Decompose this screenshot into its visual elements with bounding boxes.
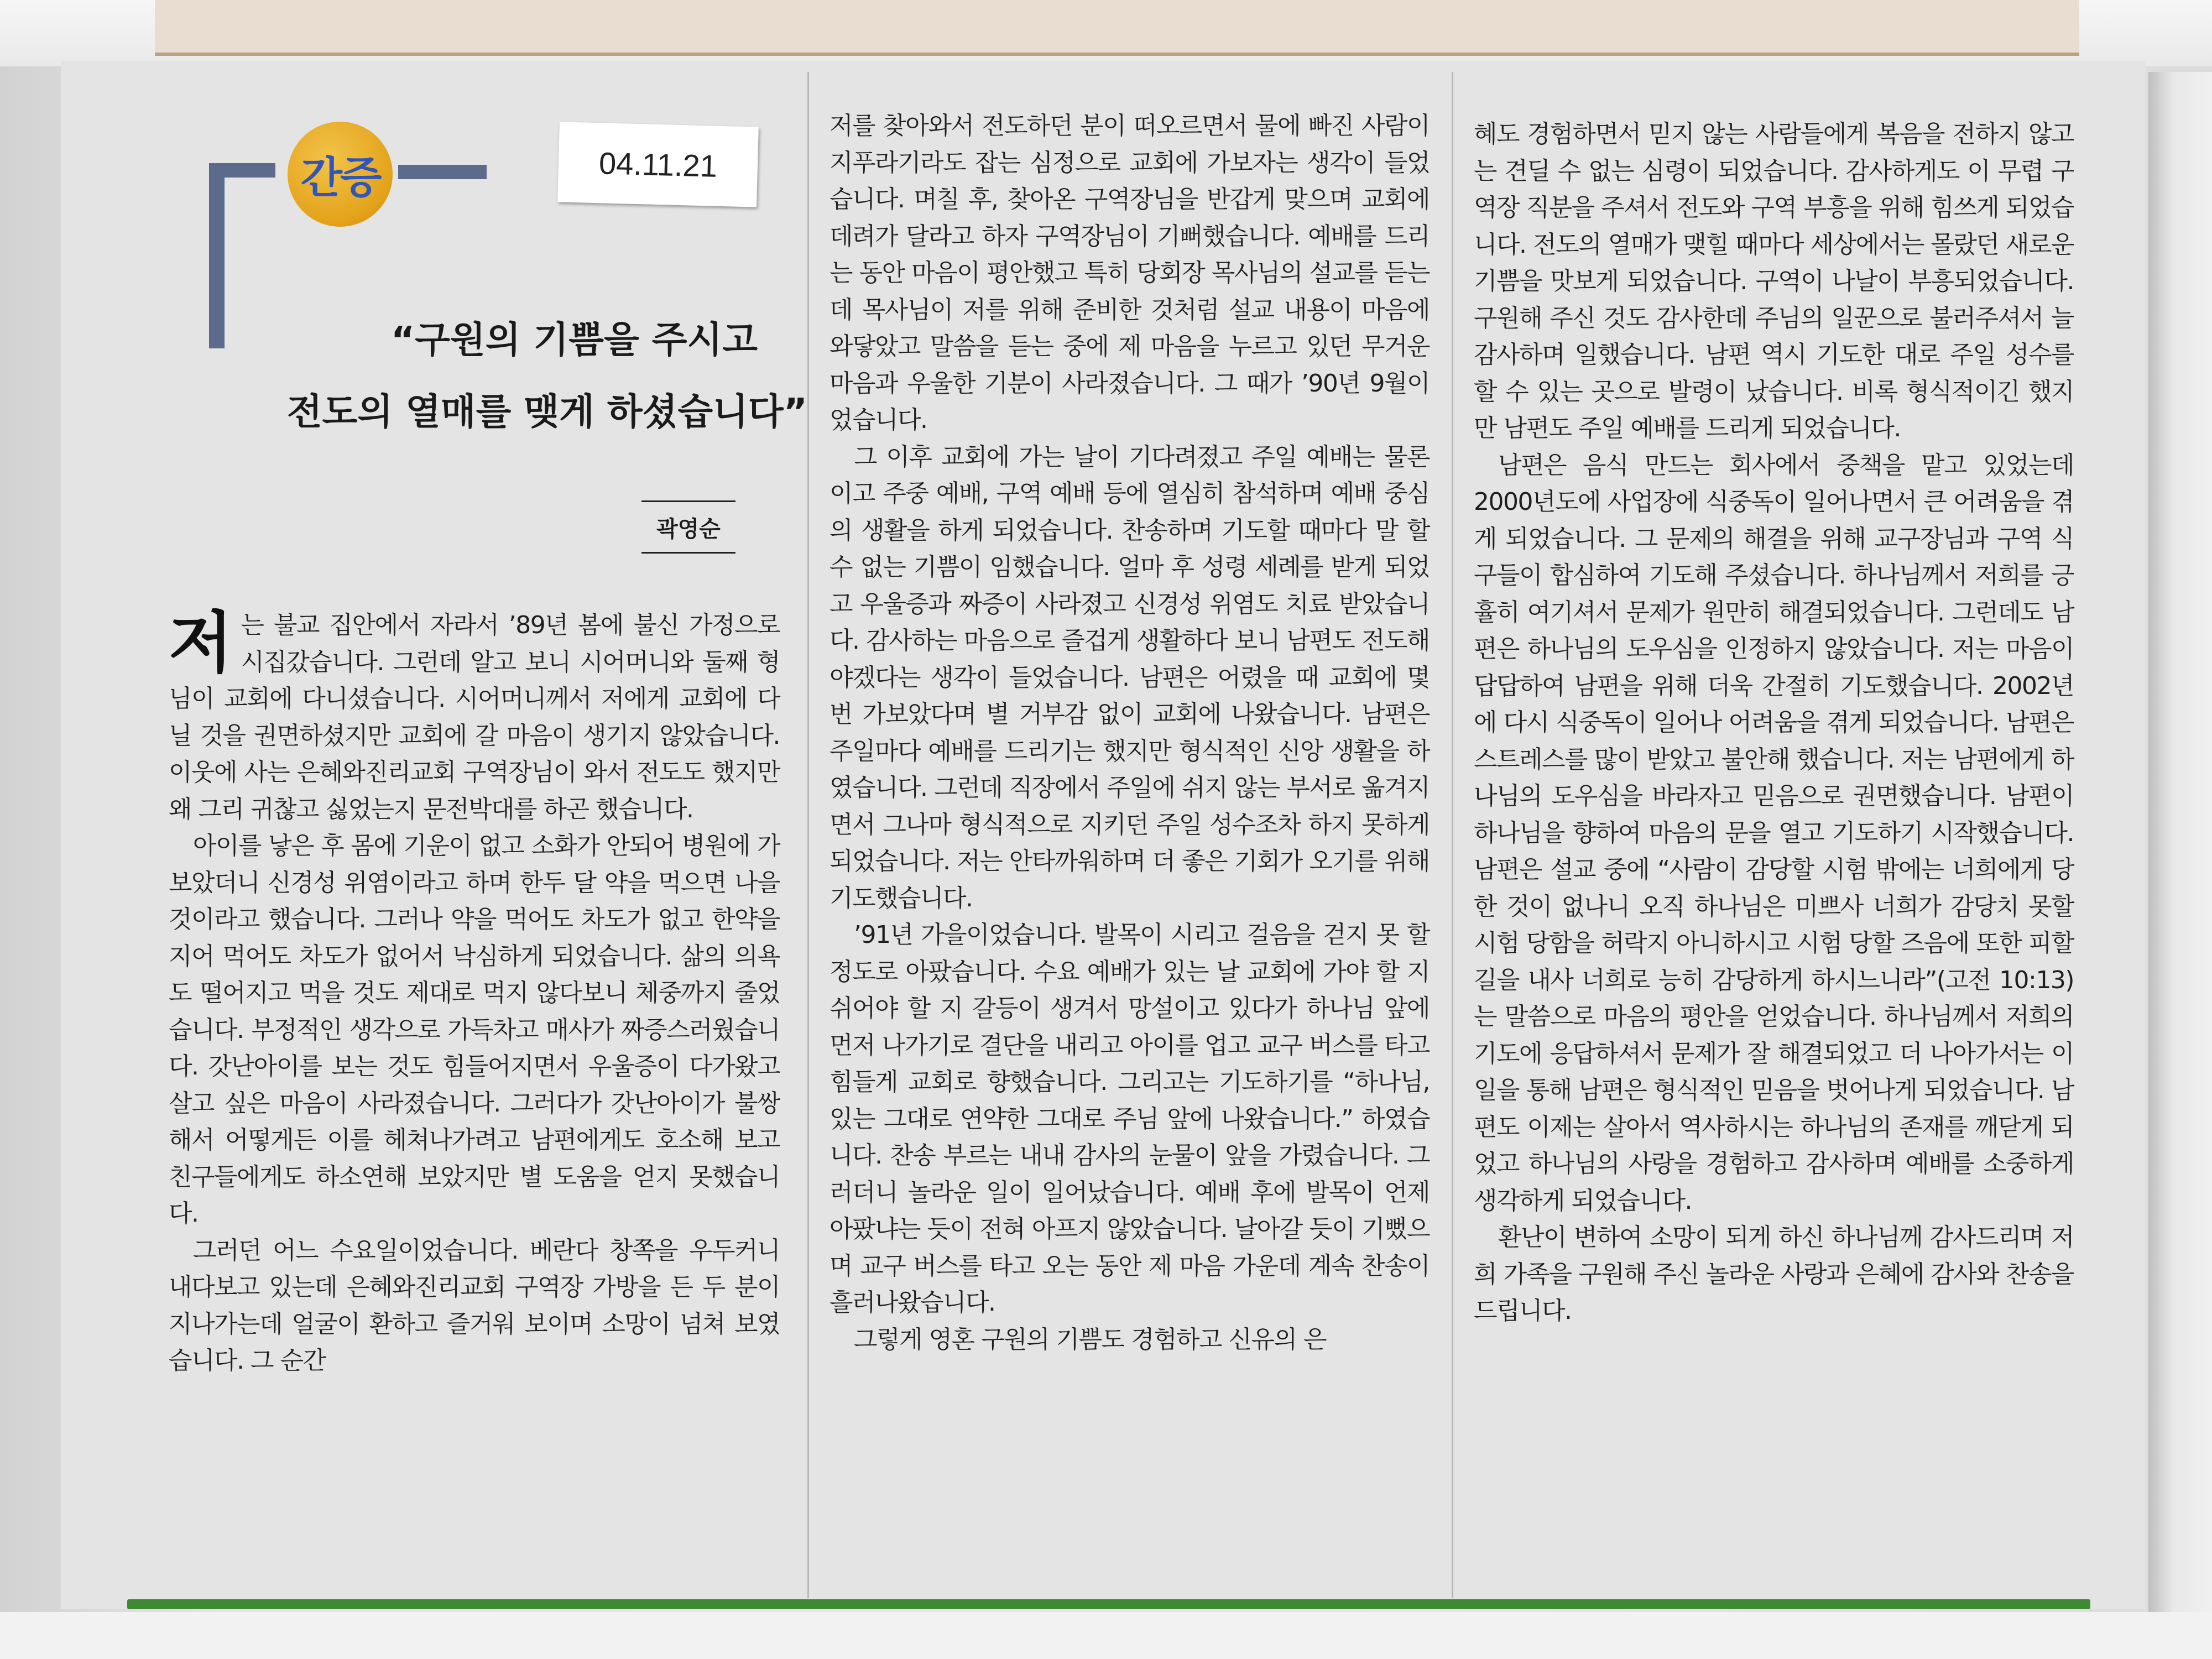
paragraph-text: 는 불교 집안에서 자라서 ’89년 봄에 불신 가정으로 시집갔습니다. 그런데 알고 보니 시어머니와 둘째 형님이 교회에 다니셨습니다. 시어머니께서 저에게 교회에 다닐 것을 권면하셨지만 교회에 갈 마음이 생기지 않았습니다. 이웃에 사는 은혜와진리교회 구역장님이 와서 전도도 했지만 왜 그리 귀찮고 싫었는지 문전박대를 하곤 했습니다.: [169, 611, 780, 823]
previous-page-strip: [155, 0, 2079, 56]
header-bracket-horizontal: [209, 163, 275, 178]
paragraph: 남편은 음식 만드는 회사에서 중책을 맡고 있었는데 2000년도에 사업장에 식중독이 일어나면서 큰 어려움을 겪게 되었습니다. 그 문제의 해결을 위해 교구장님과 구역 식구들이 합심하여 기도해 주셨습니다. 하나님께서 저희를 긍휼히 여기셔서 문제가 원만히 해결되었습니다. 그런데도 남편은 하나님의 도우심을 인정하지 않았습니다. 저는 마음이 답답하여 남편을 위해 더욱 간절히 기도했습니다. 2002년에 다시 식중독이 일어나 어려움을 겪게 되었습니다. 남편은 스트레스를 많이 받았고 불안해 했습니다. 저는 남편에게 하나님의 도우심을 바라자고 믿음으로 권면했습니다. 남편이 하나님을 향하여 마음의 문을 열고 기도하기 시작했습니다. 남편은 설교 중에 “사람이 감당할 시험 밖에는 너희에게 당한 것이 없나니 오직 하나님은 미쁘사 너희가 감당치 못할 시험 당함을 허락지 아니하시고 시험 당할 즈음에 또한 피할 길을 내사 너희로 능히 감당하게 하시느니라”(고전 10:13)는 말씀으로 마음의 평안을 얻었습니다. 하나님께서 저희의 기도에 응답하셔서 문제가 잘 해결되었고 더 나아가서는 이 일을 통해 남편은 형식적인 믿음을 벗어나게 되었습니다. 남편도 이제는 살아서 역사하시는 하나님의 존재를 깨닫게 되었고 하나님의 사랑을 경험하고 감사하며 예배를 소중하게 생각하게 되었습니다.: [1474, 451, 2074, 1215]
bottom-page-edge: [0, 1612, 2212, 1659]
section-badge-label: 간증: [300, 153, 380, 203]
author-name: 곽영순: [656, 516, 721, 542]
article-headline: [166, 304, 807, 448]
section-badge: [288, 122, 393, 227]
header-bracket-horizontal-right: [398, 165, 487, 179]
top-page-edge: [0, 0, 2212, 66]
article-column-3: [1474, 116, 2074, 1330]
column-divider: [1452, 72, 1453, 1598]
paragraph: 그 이후 교회에 가는 날이 기다려졌고 주일 예배는 물론이고 주중 예배, 구역 예배 등에 열심히 참석하며 예배 중심의 생활을 하게 되었습니다. 찬송하며 기도할 때마다 말 할 수 없는 기쁨이 임했습니다. 얼마 후 성령 세례를 받게 되었고 우울증과 짜증이 사라졌고 신경성 위염도 치료 받았습니다. 감사하는 마음으로 즐겁게 생활하다 보니 남편도 전도해야겠다는 생각이 들었습니다. 남편은 어렸을 때 교회에 몇 번 가보았다며 별 거부감 없이 교회에 나왔습니다. 남편은 주일마다 예배를 드리기는 했지만 형식적인 신앙 생활을 하였습니다. 그런데 직장에서 주일에 쉬지 않는 부서로 옮겨지면서 그나마 형식적으로 지키던 주일 성수조차 하지 못하게 되었습니다. 저는 안타까워하며 더 좋은 기회가 오기를 위해 기도했습니다.: [830, 442, 1430, 912]
date-sticker-text: 04.11.21: [598, 145, 718, 184]
paragraph: 그렇게 영혼 구원의 기쁨도 경험하고 신유의 은: [854, 1325, 1326, 1354]
paragraph: 혜도 경험하면서 믿지 않는 사람들에게 복음을 전하지 않고는 견딜 수 없는 심령이 되었습니다. 감사하게도 이 무렵 구역장 직분을 주셔서 전도와 구역 부흥을 위해 힘쓰게 되었습니다. 전도의 열매가 맺힐 때마다 세상에서는 몰랐던 새로운 기쁨을 맛보게 되었습니다. 구역이 나날이 부흥되었습니다. 구원해 주신 것도 감사한데 주님의 일꾼으로 불러주셔서 늘 감사하며 일했습니다. 남편 역시 기도한 대로 주일 성수를 할 수 있는 곳으로 발령이 났습니다. 비록 형식적이긴 했지만 남편도 주일 예배를 드리게 되었습니다.: [1474, 120, 2074, 442]
article-column-2: [830, 108, 1430, 1358]
paragraph: 그러던 어느 수요일이었습니다. 베란다 창쪽을 우두커니 내다보고 있는데 은혜와진리교회 구역장 가방을 든 두 분이 지나가는데 얼굴이 환하고 즐거워 보이며 소망이 넘쳐 보였습니다. 그 순간: [169, 1236, 780, 1375]
bottom-rule: [127, 1599, 2090, 1609]
article-column-1: [169, 607, 780, 1380]
paragraph: 저를 찾아와서 전도하던 분이 떠오르면서 물에 빠진 사람이 지푸라기라도 잡는 심정으로 교회에 가보자는 생각이 들었습니다. 며칠 후, 찾아온 구역장님을 반갑게 맞으며 교회에 데려가 달라고 하자 구역장님이 기뻐했습니다. 예배를 드리는 동안 마음이 평안했고 특히 당회장 목사님의 설교를 듣는데 목사님이 저를 위해 준비한 것처럼 설교 내용이 마음에 와닿았고 말씀을 듣는 중에 제 마음을 누르고 있던 무거운 마음과 우울한 기분이 사라졌습니다. 그 때가 ’90년 9월이었습니다.: [830, 112, 1430, 434]
headline-line-2: 전도의 열매를 맺게 하셨습니다”: [286, 390, 807, 433]
date-sticker: [557, 122, 759, 207]
headline-line-1: “구원의 기쁨을 주시고: [390, 319, 758, 361]
paragraph: 환난이 변하여 소망이 되게 하신 하나님께 감사드리며 저희 가족을 구원해 주신 놀라운 사랑과 은혜에 감사와 찬송을 드립니다.: [1474, 1223, 2074, 1325]
drop-cap: 저: [169, 605, 232, 682]
column-divider: [807, 72, 809, 1598]
paragraph: [169, 607, 780, 828]
page-fold-edge: [2148, 72, 2212, 1659]
paragraph: 아이를 낳은 후 몸에 기운이 없고 소화가 안되어 병원에 가 보았더니 신경성 위염이라고 하며 한두 달 약을 먹으면 나을 것이라고 했습니다. 그러나 약을 먹어도 차도가 없고 한약을 지어 먹어도 차도가 없어서 낙심하게 되었습니다. 삶의 의욕도 떨어지고 먹을 것도 제대로 먹지 않다보니 체중까지 줄었습니다. 부정적인 생각으로 가득차고 매사가 짜증스러웠습니다. 갓난아이를 보는 것도 힘들어지면서 우울증이 다가왔고 살고 싶은 마음이 사라졌습니다. 그러다가 갓난아이가 불쌍해서 어떻게든 이를 헤쳐나가려고 남편에게도 호소해 보고 친구들에게도 하소연해 보았지만 별 도움을 얻지 못했습니다.: [169, 832, 780, 1228]
byline: [641, 500, 735, 554]
paragraph: ’91년 가을이었습니다. 발목이 시리고 걸음을 걷지 못 할 정도로 아팠습니다. 수요 예배가 있는 날 교회에 가야 할 지 쉬어야 할 지 갈등이 생겨서 망설이고 있다가 하나님 앞에 먼저 나가기로 결단을 내리고 아이를 업고 교구 버스를 타고 힘들게 교회로 향했습니다. 그리고는 기도하기를 “하나님, 있는 그대로 연약한 그대로 주님 앞에 나왔습니다.” 하였습니다. 찬송 부르는 내내 감사의 눈물이 앞을 가렸습니다. 그러더니 놀라운 일이 일어났습니다. 예배 후에 발목이 언제 아팠냐는 듯이 전혀 아프지 않았습니다. 날아갈 듯이 기뻤으며 교구 버스를 타고 오는 동안 제 마음 가운데 계속 찬송이 흘러나왔습니다.: [830, 921, 1430, 1317]
